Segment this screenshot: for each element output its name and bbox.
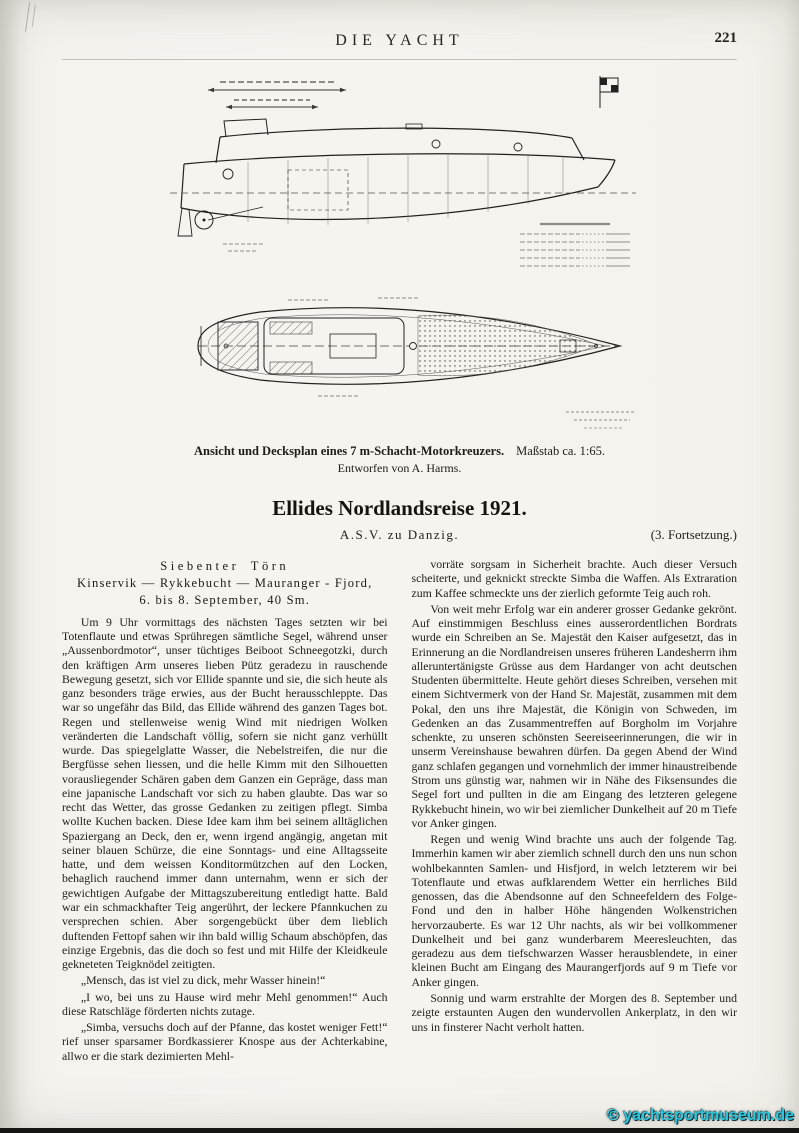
scan-artifact [25,2,46,34]
page-header [62,32,737,54]
section-heading-line1: Siebenter Törn [160,559,290,573]
propeller-icon [195,207,263,229]
boat-drawing [168,74,668,442]
page-number: 221 [714,30,737,46]
small-labels [223,244,263,251]
porthole [514,143,522,151]
watermark: © yachtsportmuseum.de [607,1107,794,1124]
boat-side-view [170,119,636,236]
left-column [62,557,388,1091]
section-heading-line2: Kinservik — Rykkebucht — Mauranger - Fjord, [76,576,373,591]
boat-deck-plan [198,308,620,385]
paragraph: Sonnig und warm erstrahlte der Morgen des 8. September und zeigte erstaunten Augen den wundervollen Ankerplatz, in den wir uns in finsterer Nacht verholt hatten. [411,990,737,1034]
scan-edge [0,1128,799,1133]
annotation-arrows [208,82,346,109]
right-column [412,557,738,1091]
figure-caption [0,444,799,459]
paragraph: Von weit mehr Erfolg war ein anderer grosser Gedanke gekrönt. Auf einstimmigen Beschluss eines ausserordentlichen Bordrats wurde ein Schreiben an Se. Majestät den Kaiser aufgesetzt, das in Erinnerung an die Nordlandreisen unseres früheren Landesherrn ihm alleruntertänigste Grüsse aus dem Hardanger von acht deutschen Studenten übermittelte. Heute gehört dieses Schreiben, versehen mit einem Sichtvermerk von der Hand Sr. Majestät, zusammen mit dem Pokal, den uns ihre Majestät, die Königin von Schweden, im Gedenken an das Zusammentreffen auf Borgholm im Vorjahre schenkte, zu unseren schönsten Seereiseerinnerungen, die wir in unserm Vereinshause bewahren dürfen. Da gegen Abend der Wind ganz schlafen gegangen und vornehmlich der immer hinaustreibende Strom uns günstig war, nahmen wir in Nähe des Fiksensundes die Segel fort und pullten in die am Eingang des letzteren gelegene Rykkebucht hinein, wo wir bei ziemlicher Dunkelheit auf 20 m Tiefe vor Anker gingen. [411,601,737,830]
figure-caption-scale: Maßstab ca. 1:65. [516,444,606,458]
left-column-paragraphs [62,615,388,1063]
burgee-flag-icon [600,76,618,108]
hull-frame-lines [248,153,563,225]
draftsman-signature [566,412,636,428]
right-column-paragraphs [412,557,738,1034]
article-subtitle: A.S.V. zu Danzig. [339,527,460,542]
dimension-table [520,224,630,266]
paragraph: Regen und wenig Wind brachte uns auch der folgende Tag. Immerhin kamen wir aber ziemlich schnell durch den uns nun schon wohlbekannten Samlen- und Hisfjord, in welch letzterem wir bei Totenflaute und etwas aufklarendem Wetter ein herrliches Bild genossen, das die Abendsonne auf den Schneefeldern des Folge-Fond und den in halber Höhe hängenden Wolkenstrichen hervorzauberte. Es war 12 Uhr nachts, als wir bei vollkommener Dunkelheit und bei ganz wunderbarem Meeresleuchten, das geradezu aus dem tiefschwarzen Wasser herausblendete, in einer kleinen Bucht am Eingang des Maurangerfjords auf 9 m Tiefe vor Anker gingen. [411,832,737,989]
paragraph: „I wo, bei uns zu Hause wird mehr Mehl genommen!“ Auch diese Ratschläge förderten nichts zutage. [62,989,388,1018]
porthole [223,169,233,179]
paragraph: vorräte sorgsam in Sicherheit brachte. Auch dieser Versuch scheiterte, und geknickt streckte Simba die Waffen. Als Extraration zum Kaffee schmeckte uns der zierlich geformte Teig auch roh. [411,557,737,600]
mast-position [409,343,416,350]
paragraph: „Mensch, das ist viel zu dick, mehr Wasser hinein!“ [80,973,326,988]
article-subhead [62,527,737,545]
section-heading [62,559,388,609]
boat-figure [168,74,668,442]
article-body [62,557,737,1091]
engine-box [288,170,348,210]
paragraph: „Simba, versuchs doch auf der Pfanne, das kostet weniger Fett!“ rief unser sparsamer Bordkassierer Knospe aus der Achterkabine, allwo er die stark dezimierten Mehl- [62,1020,388,1063]
continuation-note: (3. Fortsetzung.) [650,527,737,542]
figure-caption-author: Entworfen von A. Harms. [337,461,462,475]
rudder [178,208,192,236]
porthole [432,140,440,148]
header-rule [62,59,737,60]
magazine-title: DIE YACHT [335,32,464,49]
foredeck-stipple [418,315,598,376]
plan-labels [288,298,418,396]
paragraph: Um 9 Uhr vormittags des nächsten Tages setzten wir bei Totenflaute und etwas Sprühregen sämtliche Segel, während unser „Aussenbordmotor“, unser tüchtiges Beiboot Schneegotzki, durch den kräftigen Arm unseres lieben Pütz geradezu in rauschende Bewegung gesetzt, sich vor Ellide spannte und sie, die sich heute als ganz besonders träge erwies, aus der Bucht herausschleppte. Das war so ungefähr das Bild, das Ellide während des ganzen Tages bot. Regen und stellenweise wenig Wind mit niedrigen Wolken veränderten die Landschaft völlig, sofern sie nicht ganz verhüllt wurde. Das spiegelglatte Wasser, die Nebelstreifen, die nur die Bergfüsse sehen liessen, und die helle Kimm mit den Silhouetten vorausliegender Schären gaben dem Ganzen ein Gepräge, dass man eine japanische Landschaft vor sich zu haben glaubte. Das war so recht das Wetter, das grosse Gedanken zu zeitigen pflegt. Simba wollte Kuchen backen. Diese Idee kam ihm bei seinem alltäglichen Spaziergang an Deck, den er, wenn irgend angängig, angetan mit seiner blauen Schürze, die eine Sonntags- und eine Alltagsseite hatte, und dem weissen Konditormützchen auf den Locken, behaglich rauchend immer dann unternahm, wenn er sich der gewichtigen Aufgabe der Mittagszubereitung entledigt hatte. Bald war ein schmackhafter Teig angerührt, der leckere Pfannkuchen zu versprechen schien. Aber sorgengebückt über dem lieblich duftenden Fettopf sahen wir ihn bald willig Schaum abschöpfen, das einzige Ergebnis, das die doch so fest und mit Hilfe der Kleidkeule gekneteten Teigknödel zeitigten. [62,614,388,972]
figure-caption-title: Ansicht und Decksplan eines 7 m-Schacht-Motorkreuzers. [193,444,505,458]
section-heading-line3: 6. bis 8. September, 40 Sm. [139,593,311,608]
article-title: Ellides Nordlandsreise 1921. [272,496,527,520]
